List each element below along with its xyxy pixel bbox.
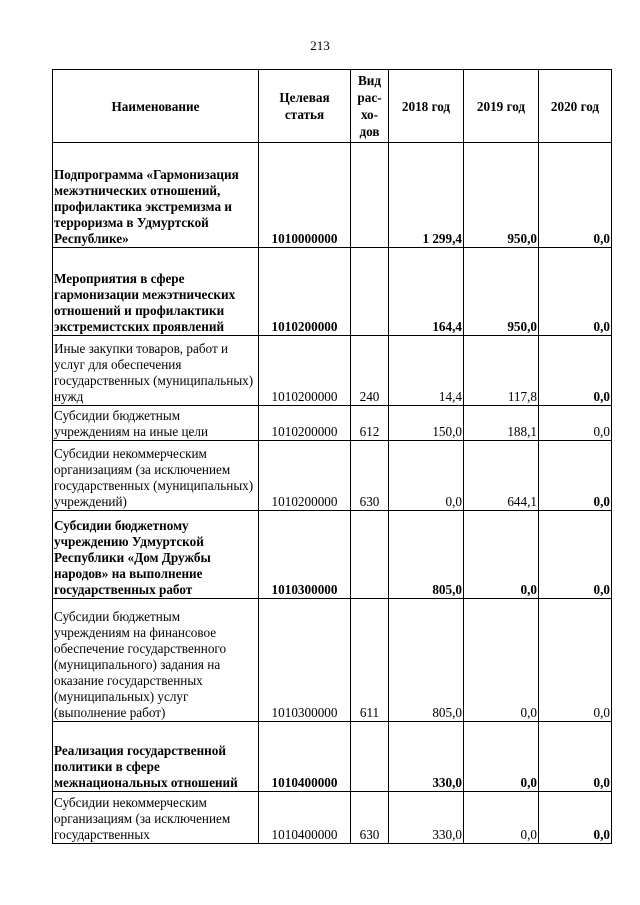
- row-2019: 950,0: [464, 143, 539, 248]
- row-2020: 0,0: [593, 494, 610, 509]
- table-row: [53, 441, 612, 511]
- row-type: 630: [351, 441, 389, 511]
- row-name: Мероприятия в сфере гармонизации межэтнических отношений и профилактики экстремистских проявлений: [53, 248, 259, 336]
- column-header-type: Вид рас-хо-дов: [351, 70, 389, 143]
- column-header-2019: 2019 год: [464, 70, 539, 143]
- row-2019: 0,0: [464, 792, 539, 844]
- row-type: [351, 248, 389, 336]
- row-name: Реализация государственной политики в сфере межнациональных отношений: [53, 722, 259, 792]
- column-header-code: Целевая статья: [259, 70, 351, 143]
- row-type: [351, 143, 389, 248]
- row-2020: 0,0: [539, 406, 612, 441]
- row-type: 240: [351, 336, 389, 406]
- row-2020: 0,0: [593, 827, 610, 842]
- row-code: 1010000000: [259, 143, 351, 248]
- table-row: [53, 792, 612, 844]
- row-code: 1010200000: [259, 336, 351, 406]
- row-name: Субсидии бюджетному учреждению Удмуртской Республики «Дом Дружбы народов» на выполнение государственных работ: [53, 511, 259, 599]
- page-number: 213: [310, 38, 330, 53]
- row-code: 1010400000: [259, 792, 351, 844]
- column-header-2018: 2018 год: [389, 70, 464, 143]
- row-2018: 330,0: [389, 792, 464, 844]
- row-code: 1010200000: [259, 441, 351, 511]
- table-header: [53, 70, 612, 143]
- row-2020: 0,0: [539, 511, 612, 599]
- row-2018: 150,0: [389, 406, 464, 441]
- row-type: 611: [351, 599, 389, 722]
- row-code: 1010400000: [259, 722, 351, 792]
- row-2019: 950,0: [464, 248, 539, 336]
- row-2019: 644,1: [464, 441, 539, 511]
- row-2020: 0,0: [593, 389, 610, 404]
- row-2019: 0,0: [464, 511, 539, 599]
- row-type: 630: [351, 792, 389, 844]
- row-2018: 164,4: [389, 248, 464, 336]
- table-row: [53, 406, 612, 441]
- table-row: [53, 248, 612, 336]
- row-name: Подпрограмма «Гармонизация межэтнических отношений, профилактика экстремизма и терроризма в Удмуртской Республике»: [53, 143, 259, 248]
- row-2018: 330,0: [389, 722, 464, 792]
- row-2018: 14,4: [389, 336, 464, 406]
- row-2019: 117,8: [464, 336, 539, 406]
- row-type: [351, 722, 389, 792]
- row-2020: 0,0: [539, 143, 612, 248]
- row-2020: 0,0: [539, 722, 612, 792]
- row-name: Иные закупки товаров, работ и услуг для обеспечения государственных (муниципальных) нужд: [53, 336, 259, 406]
- table-row: [53, 143, 612, 248]
- row-2019: 0,0: [464, 722, 539, 792]
- row-name: Субсидии некоммерческим организациям (за исключением государственных (муниципальных) учреждений): [53, 441, 259, 511]
- row-2018: 0,0: [389, 441, 464, 511]
- row-2018: 805,0: [389, 599, 464, 722]
- row-2019: 0,0: [464, 599, 539, 722]
- row-code: 1010300000: [259, 511, 351, 599]
- row-type: [351, 511, 389, 599]
- row-name: Субсидии бюджетным учреждениям на иные цели: [53, 406, 259, 441]
- row-type: 612: [351, 406, 389, 441]
- row-name: Субсидии бюджетным учреждениям на финансовое обеспечение государственного (муниципального) задания на оказание государственных (муниципальных) услуг (выполнение работ): [53, 599, 259, 722]
- budget-table: [52, 69, 612, 844]
- row-code: 1010300000: [259, 599, 351, 722]
- table-row: [53, 722, 612, 792]
- row-2020: 0,0: [539, 599, 612, 722]
- row-code: 1010200000: [259, 406, 351, 441]
- column-header-2020: 2020 год: [539, 70, 612, 143]
- row-2018: 805,0: [389, 511, 464, 599]
- row-2020: 0,0: [539, 248, 612, 336]
- row-2019: 188,1: [464, 406, 539, 441]
- table-row: [53, 336, 612, 406]
- row-2018: 1 299,4: [389, 143, 464, 248]
- column-header-name: Наименование: [53, 70, 259, 143]
- table-row: [53, 511, 612, 599]
- row-code: 1010200000: [259, 248, 351, 336]
- table-row: [53, 599, 612, 722]
- row-name: Субсидии некоммерческим организациям (за исключением государственных: [53, 792, 259, 844]
